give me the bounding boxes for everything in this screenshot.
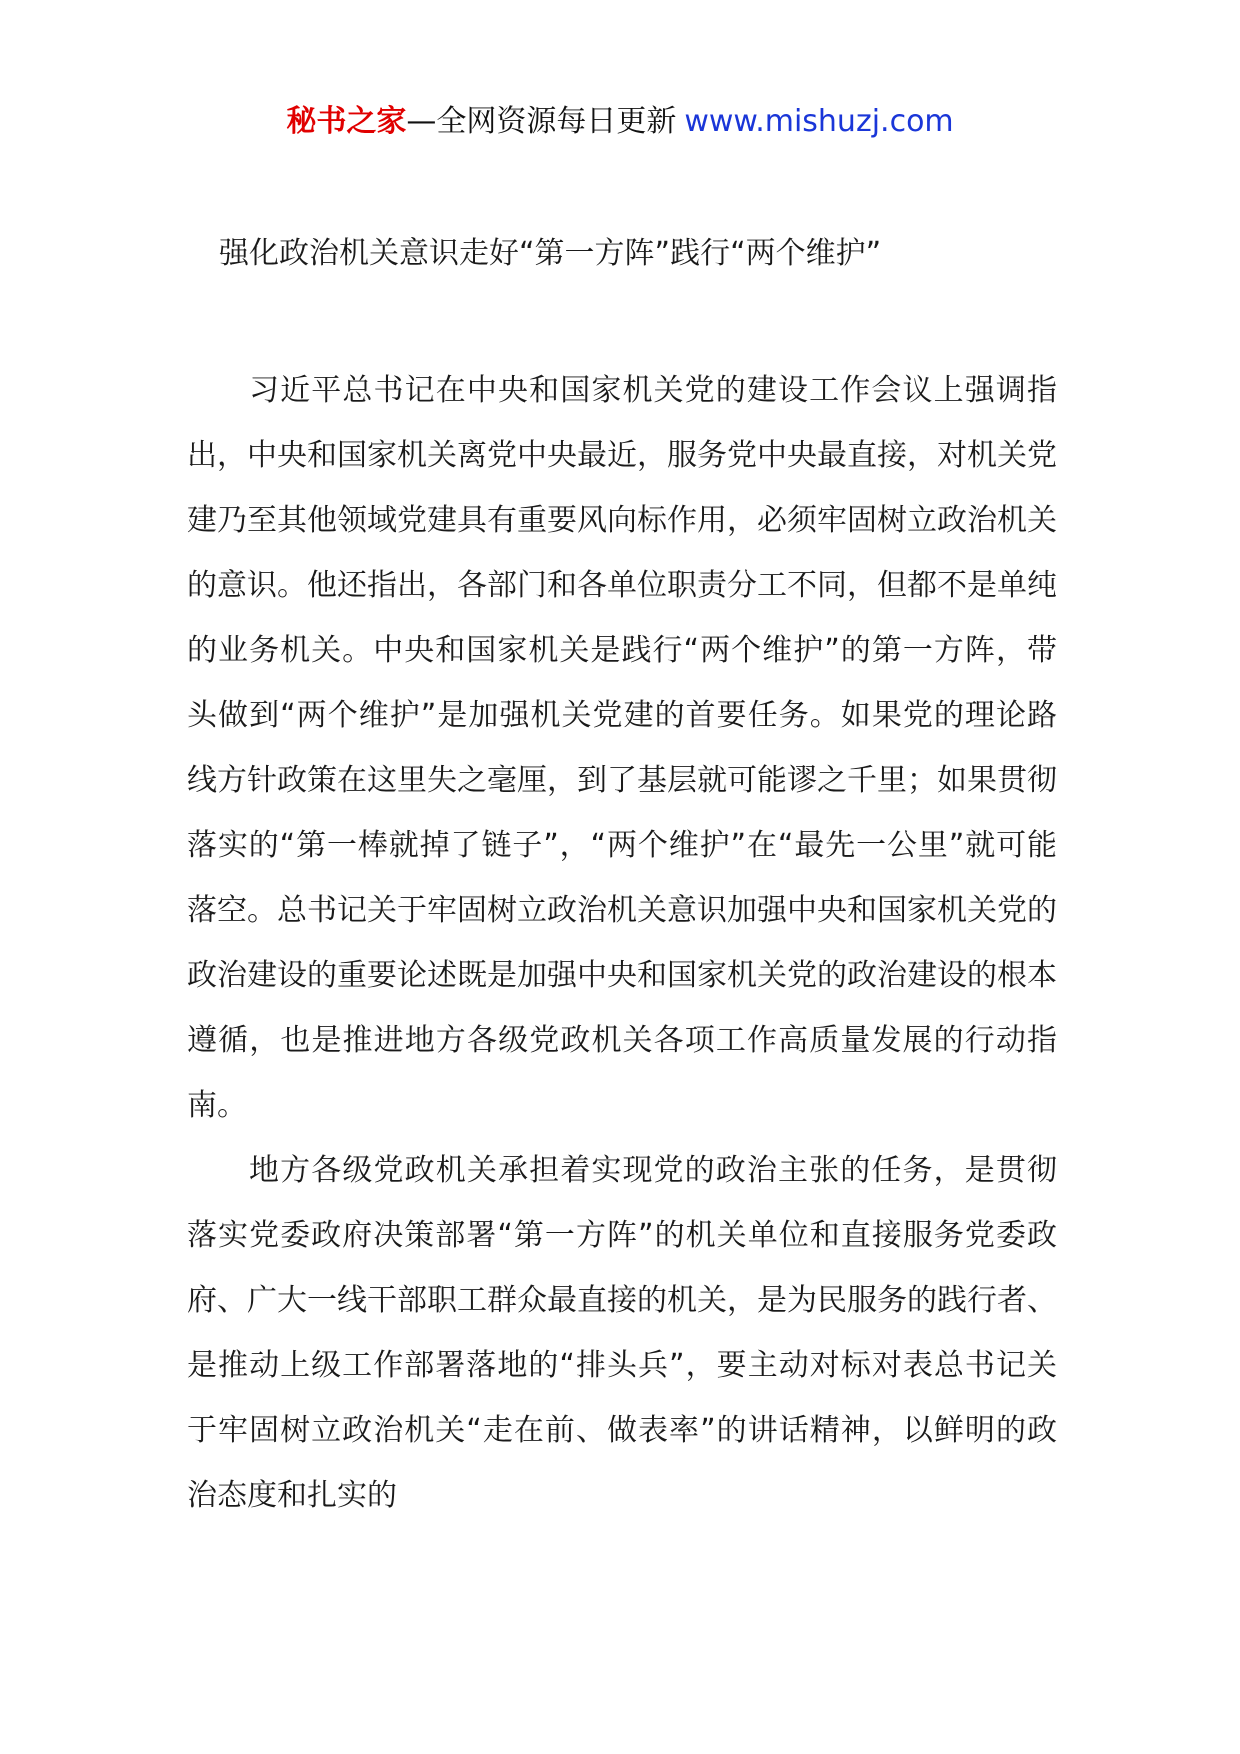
header-tagline: —全网资源每日更新 [406, 104, 677, 139]
site-url-link[interactable]: www.mishuzj.com [684, 104, 954, 139]
document-title: 强化政治机关意识走好“第一方阵”践行“两个维护” [219, 236, 882, 271]
document-body [187, 358, 1057, 1528]
site-header [0, 100, 1240, 144]
paragraph-2: 地方各级党政机关承担着实现党的政治主张的任务，是贯彻落实党委政府决策部署“第一方阵”的机关单位和直接服务党委政府、广大一线干部职工群众最直接的机关，是为民服务的践行者、是推动上级工作部署落地的“排头兵”，要主动对标对表总书记关于牢固树立政治机关“走在前、做表率”的讲话精神，以鲜明的政治态度和扎实的 [187, 1153, 1057, 1513]
brand-name: 秘书之家 [286, 104, 407, 139]
paragraph-1: 习近平总书记在中央和国家机关党的建设工作会议上强调指出，中央和国家机关离党中央最近，服务党中央最直接，对机关党建乃至其他领域党建具有重要风向标作用，必须牢固树立政治机关的意识。他还指出，各部门和各单位职责分工不同，但都不是单纯的业务机关。中央和国家机关是践行“两个维护”的第一方阵，带头做到“两个维护”是加强机关党建的首要任务。如果党的理论路线方针政策在这里失之毫厘，到了基层就可能谬之千里；如果贯彻落实的“第一棒就掉了链子”，“两个维护”在“最先一公里”就可能落空。总书记关于牢固树立政治机关意识加强中央和国家机关党的政治建设的重要论述既是加强中央和国家机关党的政治建设的根本遵循，也是推进地方各级党政机关各项工作高质量发展的行动指南。 [187, 373, 1057, 1123]
